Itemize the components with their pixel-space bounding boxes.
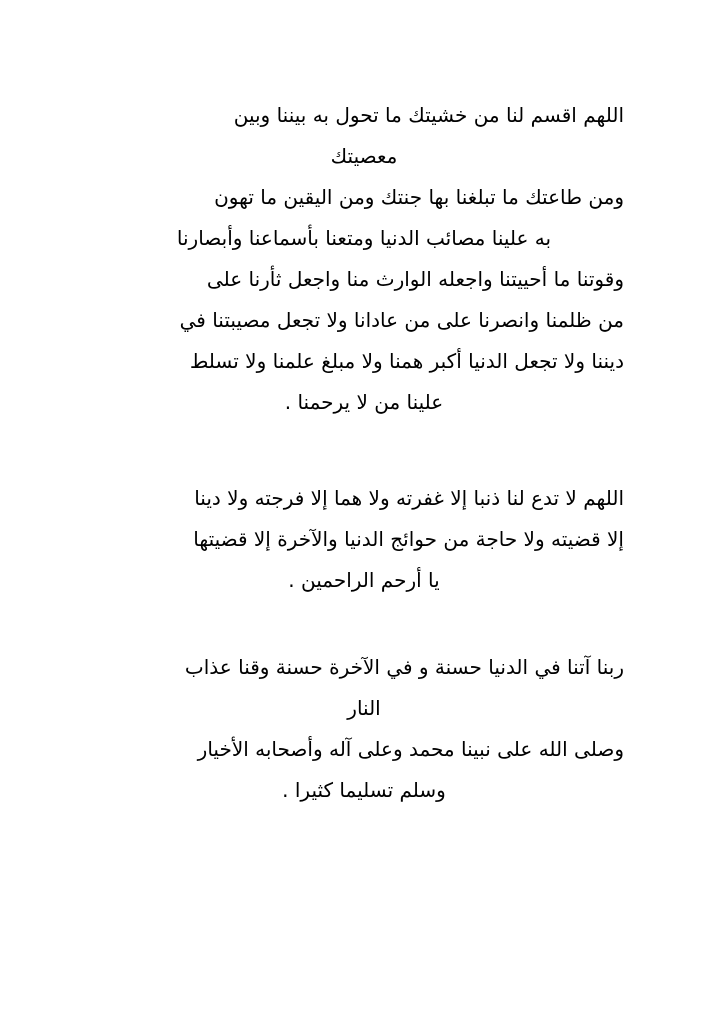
text-line: معصيتك (330, 144, 398, 168)
text-line: اللهم لا تدع لنا ذنبا إلا غفرته ولا هما إلا فرجته ولا دينا (194, 486, 624, 510)
paragraph-3 (104, 647, 624, 811)
text-line: ديننا ولا تجعل الدنيا أكبر همنا ولا مبلغ علمنا ولا تسلط (189, 349, 624, 373)
text-line: ومن طاعتك ما تبلغنا بها جنتك ومن اليقين ما تهون (214, 185, 624, 209)
text-line: النار (347, 696, 381, 720)
text-line: وسلم تسليما كثيرا . (282, 778, 446, 802)
text-line: به علينا مصائب الدنيا ومتعنا بأسماعنا وأبصارنا (176, 226, 552, 250)
text-line: وقوتنا ما أحييتنا واجعله الوارث منا واجعل ثأرنا على (206, 267, 624, 291)
text-line: علينا من لا يرحمنا . (284, 390, 444, 414)
text-line: إلا قضيته ولا حاجة من حوائج الدنيا والآخرة إلا قضيتها (193, 527, 624, 551)
text-line: من ظلمنا وانصرنا على من عادانا ولا تجعل مصيبتنا في (179, 308, 624, 332)
paragraph-1 (104, 95, 624, 423)
paragraph-2 (104, 478, 624, 601)
text-line: اللهم اقسم لنا من خشيتك ما تحول به بيننا وبين (233, 103, 624, 127)
text-line: ربنا آتنا في الدنيا حسنة و في الآخرة حسنة وقنا عذاب (184, 655, 624, 679)
text-line: وصلى الله على نبينا محمد وعلى آله وأصحابه الأخيار (197, 737, 624, 761)
text-line: يا أرحم الراحمين . (288, 568, 440, 592)
